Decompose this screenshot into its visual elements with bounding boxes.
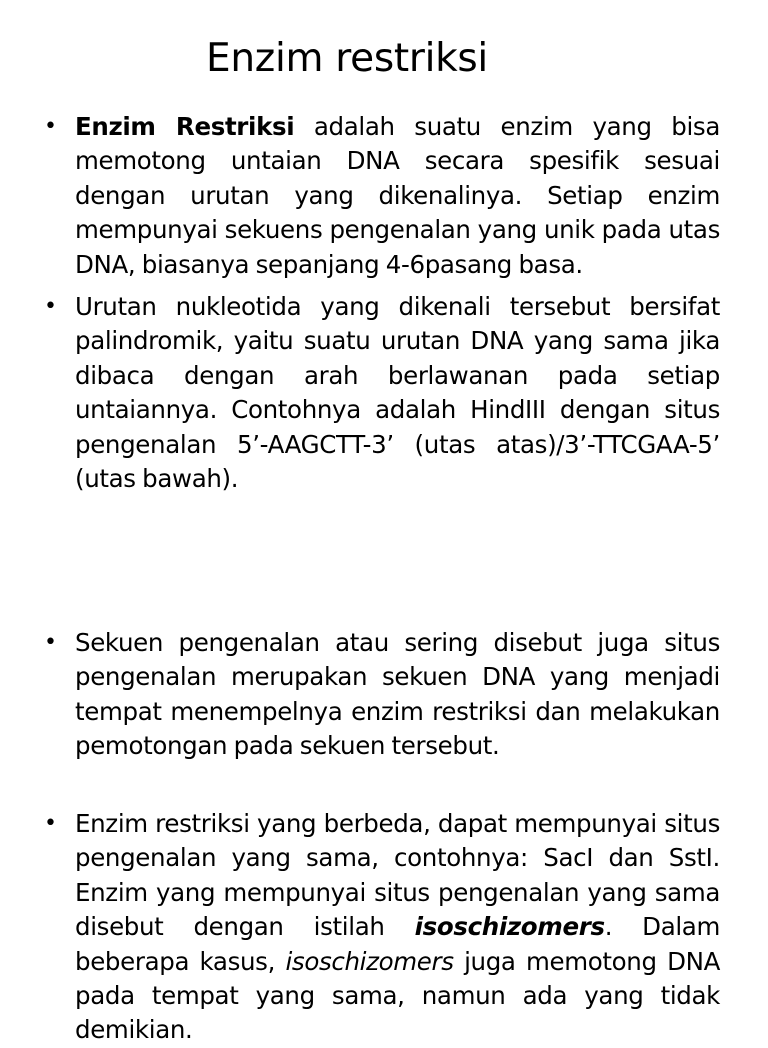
bullet-dot-icon: •: [44, 294, 57, 319]
bullet-text: Urutan nukleotida yang dikenali tersebut bersifat palindromik, yaitu suatu urutan DNA yang sama jika dibaca dengan arah berlawanan pada setiap untaiannya. Contohnya adalah HindIII dengan situs pengenalan 5’-AAGCTT-3’ (utas atas)/3’-TTCGAA-5’ (utas bawah).: [75, 292, 720, 494]
bullet-dot-icon: •: [44, 114, 57, 139]
bullet-dot-icon: •: [44, 811, 57, 836]
bullet-body: Enzim restriksi yang berbeda, dapat mempunyai situs pengenalan yang sama, contohnya: SacI dan SstI. Enzim yang mempunyai situs pengenalan yang sama disebut dengan istilah: [75, 809, 720, 942]
bullet-item: [44, 110, 720, 282]
slide-title: Enzim restriksi: [206, 36, 488, 81]
bullet-item: [44, 626, 720, 764]
bullet-text: [75, 110, 720, 282]
bullet-text: [75, 807, 720, 1048]
bullet-body: . Dalam beberapa kasus,: [75, 912, 720, 976]
bold-italic-term: isoschizomers: [414, 912, 605, 942]
bullet-dot-icon: •: [44, 630, 57, 655]
bullet-item: [44, 290, 720, 496]
bullet-body: juga memotong DNA pada tempat yang sama, namun ada yang tidak demikian.: [75, 946, 720, 1045]
bold-term: Enzim Restriksi: [75, 112, 295, 141]
bullet-body: adalah suatu enzim yang bisa memotong untaian DNA secara spesifik sesuai dengan urutan yang dikenalinya. Setiap enzim mempunyai sekuens pengenalan yang unik pada utas DNA, biasanya sepanjang 4-6pasang basa.: [75, 112, 720, 279]
bullet-text: Sekuen pengenalan atau sering disebut juga situs pengenalan merupakan sekuen DNA yang menjadi tempat menempelnya enzim restriksi dan melakukan pemotongan pada sekuen tersebut.: [75, 628, 720, 761]
italic-term: isoschizomers: [285, 946, 454, 976]
bullet-item: [44, 807, 720, 1048]
